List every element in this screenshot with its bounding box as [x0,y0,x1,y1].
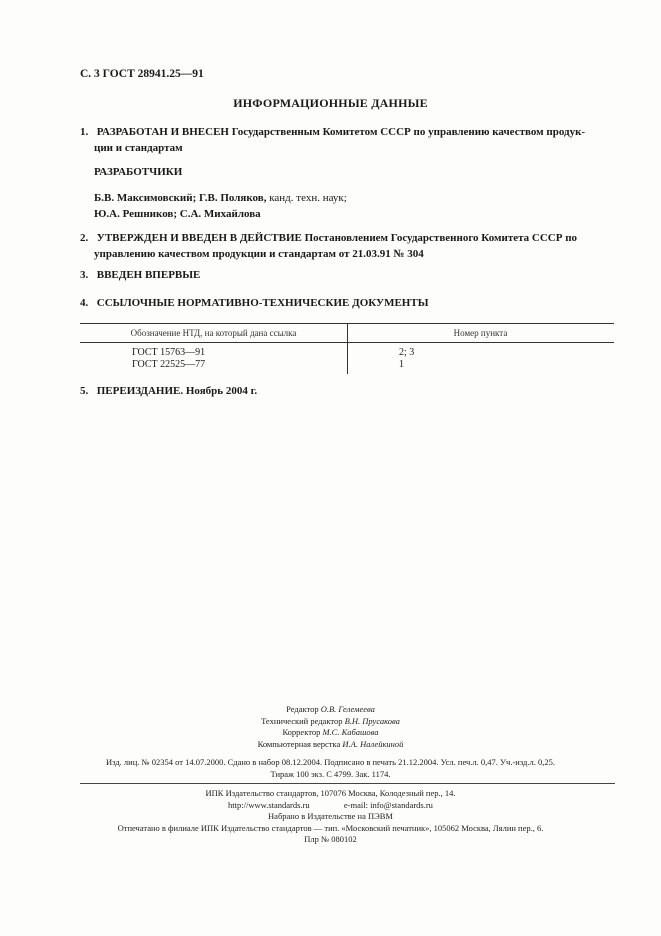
developers-line2: Ю.А. Решников; С.А. Михайлова [94,208,261,220]
publisher-line5: Плр № 080102 [304,834,357,844]
developers-line1-degree: канд. техн. наук; [269,192,347,204]
table-row-2-item: 1 [399,359,404,370]
developers-heading: РАЗРАБОТЧИКИ [94,166,183,178]
table-header-doc: Обозначение НТД, на который дана ссылка [130,328,297,338]
publisher-block [0,788,661,846]
credit-layout: Компьютерная верстка И.А. Налейкиной [257,738,404,749]
publishing-details [0,757,661,780]
document-title: ИНФОРМАЦИОННЫЕ ДАННЫЕ [233,96,428,110]
publisher-email: e-mail: info@standards.ru [343,799,433,810]
section-5-number: 5. [80,385,89,397]
section-1 [80,124,620,156]
section-2-text-line2: управлению качеством продукции и стандартам от 21.03.91 № 304 [94,248,424,260]
credit-corrector: Корректор М.С. Кабашова [282,727,379,737]
section-4 [80,295,429,311]
publisher-line4: Отпечатано в филиале ИПК Издательство стандартов — тип. «Московский печатник», 105062 Москва, Лялин пер., 6. [117,822,544,833]
table-row-1-item: 2; 3 [399,347,415,358]
section-1-text-line1: Государственным Комитетом СССР по управлению качеством продук- [231,126,586,138]
credit-editor: Редактор О.В. Гелемеева [286,704,375,714]
publisher-line3: Набрано в Издательстве на ПЭВМ [268,811,393,821]
publisher-contacts [0,800,661,812]
credit-tech-editor: Технический редактор В.Н. Прусакова [261,715,400,726]
publisher-line1: ИПК Издательство стандартов, 107076 Москва, Колодезный пер., 14. [205,788,456,798]
developers-list [94,190,614,222]
credits-block [0,704,661,750]
section-2-number: 2. [80,232,89,244]
section-5-lead: ПЕРЕИЗДАНИЕ. Ноябрь 2004 г. [96,385,258,397]
section-1-lead: РАЗРАБОТАН И ВНЕСЕН [96,126,229,138]
section-2 [80,230,625,262]
section-1-number: 1. [80,126,89,138]
section-5 [80,383,257,399]
imprint-divider [80,783,615,784]
table-row-2-doc: ГОСТ 22525—77 [132,359,206,370]
publishing-line2: Тираж 100 экз. С 4799. Зак. 1174. [270,768,391,779]
section-4-number: 4. [80,297,89,309]
publishing-line1: Изд. лиц. № 02354 от 14.07.2000. Сдано в набор 08.12.2004. Подписано в печать 21.12.2004. Усл. печ.л. 0,47. Уч.-изд.л. 0,25. [106,757,555,767]
table-row-1-doc: ГОСТ 15763—91 [132,347,206,358]
section-3-number: 3. [80,269,89,281]
page-header: С. 3 ГОСТ 28941.25—91 [80,68,204,80]
section-3-lead: ВВЕДЕН ВПЕРВЫЕ [96,269,201,281]
section-2-text-line1: Постановлением Государственного Комитета СССР по [304,232,578,244]
developers-line1-names: Б.В. Максимовский; Г.В. Поляков, [94,192,267,204]
table-header-item: Номер пункта [453,328,508,338]
section-4-lead: ССЫЛОЧНЫЕ НОРМАТИВНО-ТЕХНИЧЕСКИЕ ДОКУМЕНТЫ [96,297,429,309]
section-3 [80,267,200,283]
publisher-web: http://www.standards.ru [228,799,310,810]
section-1-text-line2: ции и стандартам [94,142,183,154]
section-2-lead: УТВЕРЖДЕН И ВВЕДЕН В ДЕЙСТВИЕ [96,232,302,244]
